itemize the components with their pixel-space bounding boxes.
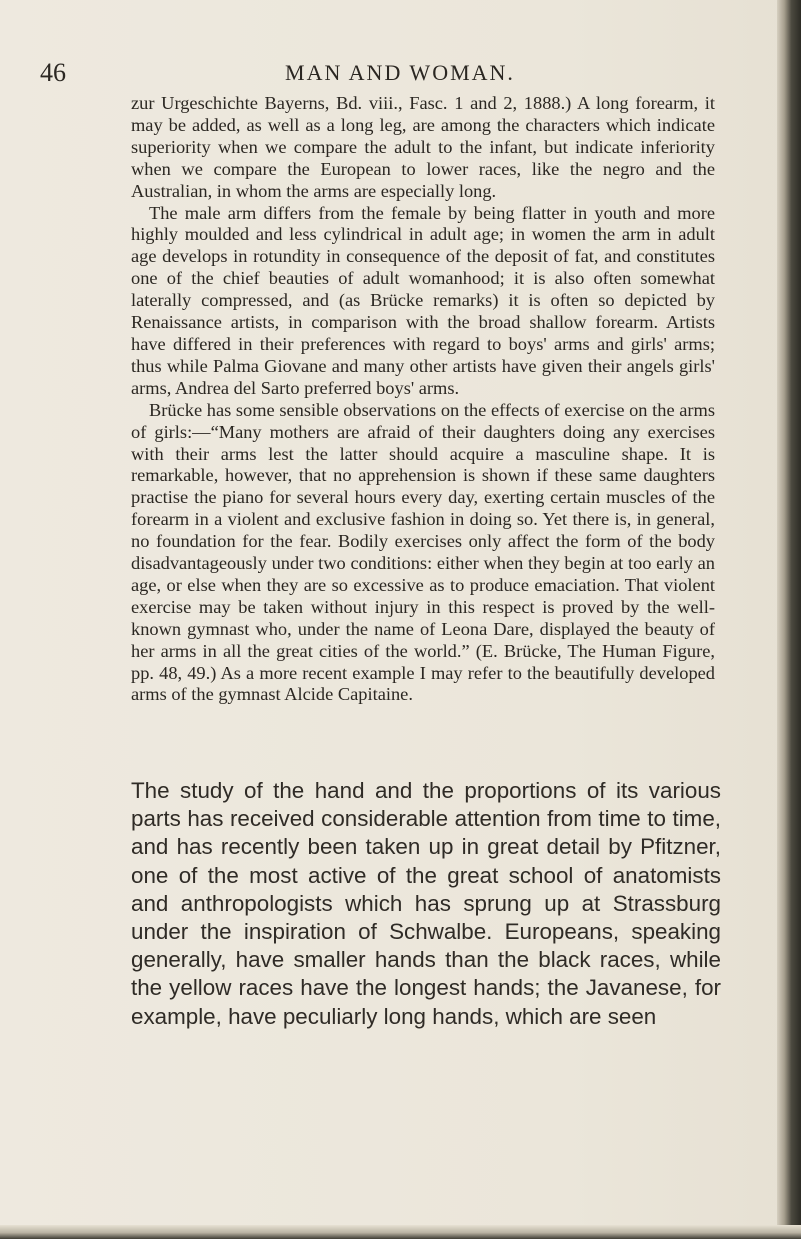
main-text-block (131, 777, 721, 1031)
page-bottom-edge (0, 1225, 801, 1239)
running-head: MAN AND WOMAN. (285, 60, 515, 85)
footnote-paragraph: Brücke has some sensible observations on the effects of exercise on the arms of girls:—“Many mothers are afraid of their daughters doing any exercises with their arms lest the latter should acquire a masculine shape. It is remarkable, however, that no apprehension is shown if these same daughters practise the piano for several hours every day, exerting certain muscles of the forearm in a violent and exclusive fashion in doing so. Yet there is, in general, no foundation for the fear. Bodily exercises only affect the form of the body disadvantageously under two conditions: either when they begin at too early an age, or else when they are so excessive as to produce emaciation. That violent exercise may be taken without injury in this respect is proved by the well-known gymnast who, under the name of Leona Dare, displayed the beauty of her arms in all the great cities of the world.” (E. Brücke, The Human Figure, pp. 48, 49.) As a more recent example I may refer to the beautifully developed arms of the gymnast Alcide Capitaine. (131, 399, 715, 705)
footnote-block (131, 93, 715, 706)
page-edge-shadow (777, 0, 801, 1239)
footnote-paragraph: The male arm differs from the female by being flatter in youth and more highly moulded and less cylindrical in adult age; in women the arm in adult age develops in rotundity in consequence of the deposit of fat, and constitutes one of the chief beauties of adult womanhood; it is also often somewhat laterally compressed, and (as Brücke remarks) it is often so depicted by Renaissance artists, in comparison with the broad shallow forearm. Artists have differed in their preferences with regard to boys' arms and girls' arms; thus while Palma Giovane and many other artists have given their angels girls' arms, Andrea del Sarto preferred boys' arms. (131, 202, 715, 398)
page-header (40, 58, 720, 88)
page-number: 46 (40, 58, 66, 87)
body-paragraph: The study of the hand and the proportions of its various parts has received considerable attention from time to time, and has recently been taken up in great detail by Pfitzner, one of the most active of the great school of anatomists and anthropologists which has sprung up at Strassburg under the inspiration of Schwalbe. Europeans, speaking generally, have smaller hands than the black races, while the yellow races have the longest hands; the Javanese, for example, have peculiarly long hands, which are seen (131, 778, 721, 1029)
footnote-paragraph: zur Urgeschichte Bayerns, Bd. viii., Fasc. 1 and 2, 1888.) A long forearm, it may be added, as well as a long leg, are among the characters which indicate superiority when we compare the adult to the infant, but indicate inferiority when we compare the European to lower races, like the negro and the Australian, in whom the arms are especially long. (131, 93, 715, 201)
